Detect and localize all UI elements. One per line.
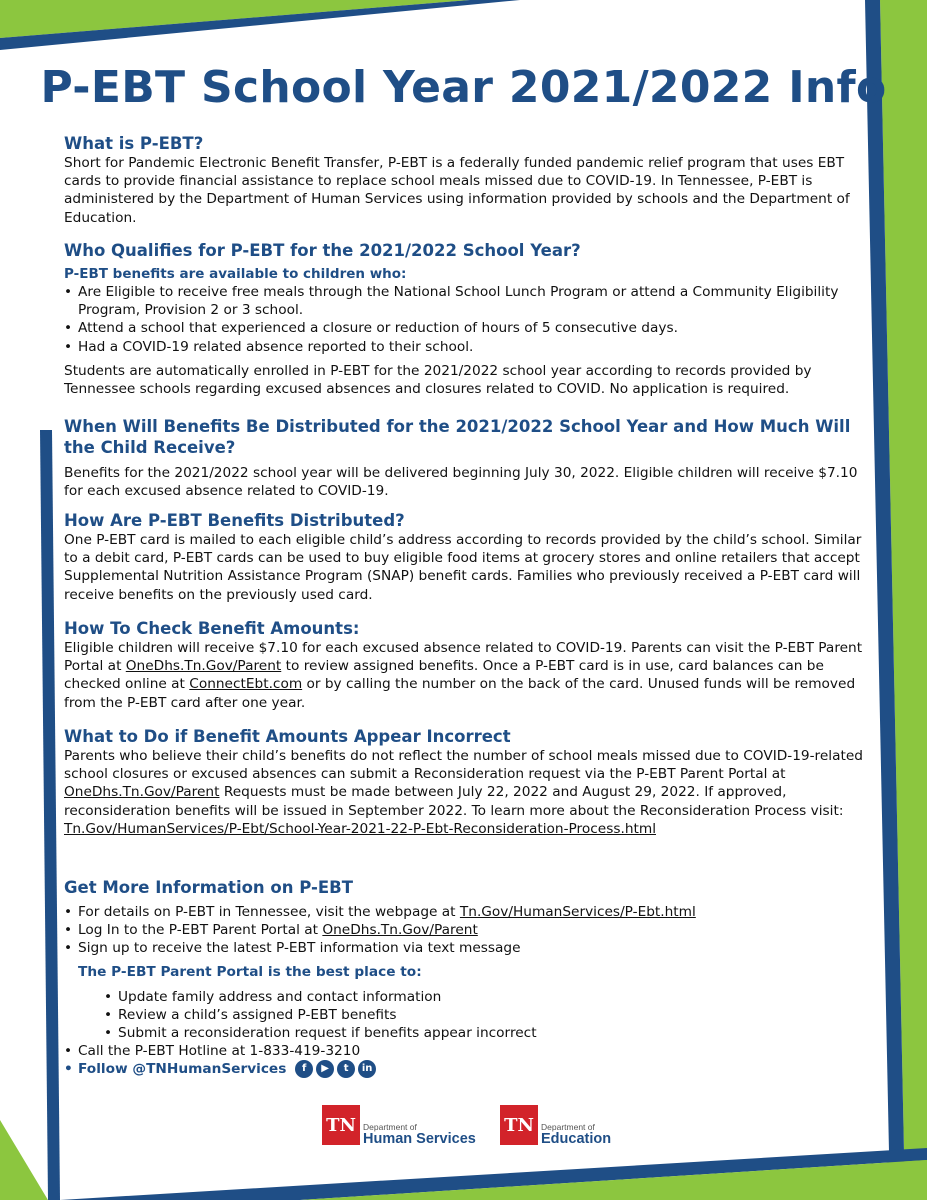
portal-list (104, 988, 864, 1043)
portal-subheading: The P-EBT Parent Portal is the best place to: (78, 963, 422, 980)
list-item: • Submit a reconsideration request if benefits appear incorrect (104, 1024, 864, 1042)
dhs-logo: TN Department of Human Services (322, 1105, 476, 1145)
section-subheading: P-EBT benefits are available to children who: (64, 266, 407, 282)
section-heading: Get More Information on P-EBT (64, 878, 354, 897)
tn-badge: TN (322, 1105, 360, 1145)
section-heading: What to Do if Benefit Amounts Appear Incorrect (64, 727, 511, 746)
section-when-distributed (64, 416, 864, 500)
connectebt-link[interactable]: ConnectEbt.com (189, 676, 303, 693)
section-body: Benefits for the 2021/2022 school year will be delivered beginning July 30, 2022. Eligible children will receive $7.10 for each excused absence related to COVID-19. (64, 465, 858, 500)
more-info-list (64, 903, 864, 958)
section-body: One P-EBT card is mailed to each eligible child’s address according to records provided by the child’s school. Similar to a debit card, P-EBT cards can be used to buy eligible food items at grocery stores and online retailers that accept Supplemental Nutrition Assistance Program (SNAP) benefit cards. Families who previously received a P-EBT card will receive benefits on the previously used card. (64, 532, 862, 603)
list-item: • For details on P-EBT in Tennessee, visit the webpage at Tn.Gov/HumanServices/P-Ebt.html (64, 903, 864, 921)
list-item: • Are Eligible to receive free meals through the National School Lunch Program or attend a Community Eligibility Program, Provision 2 or 3 school. (64, 283, 864, 319)
section-what-is-pebt (64, 133, 864, 227)
section-body: Students are automatically enrolled in P-EBT for the 2021/2022 school year according to records provided by Tennessee schools regarding excused absences and closures related to COVID. No application is required. (64, 362, 812, 398)
section-body: Short for Pandemic Electronic Benefit Transfer, P-EBT is a federally funded pandemic relief program that uses EBT cards to provide financial assistance to replace school meals missed due to COVID-19. In Tennessee, P-EBT is administered by the Department of Human Services using information provided by schools and the Department of Education. (64, 155, 850, 226)
list-item: • Log In to the P-EBT Parent Portal at OneDhs.Tn.Gov/Parent (64, 921, 864, 939)
section-heading: How Are P-EBT Benefits Distributed? (64, 511, 405, 530)
section-body: Eligible children will receive $7.10 for each excused absence related to COVID-19. Parents can visit the P-EBT Parent Portal at OneDhs.Tn.Gov/Parent to review assigned benefits. Once a P-EBT card is in use, card balances can be checked online at ConnectEbt.com or by calling the number on the back of the card. Unused funds will be removed from the P-EBT card after one year. (64, 640, 863, 711)
page-title: P-EBT School Year 2021/2022 Info (40, 62, 887, 113)
pebt-webpage-link[interactable]: Tn.Gov/HumanServices/P-Ebt.html (459, 904, 696, 920)
list-item: • Attend a school that experienced a closure or reduction of hours of 5 consecutive days. (64, 319, 864, 337)
doe-logo: TN Department of Education (500, 1105, 611, 1145)
section-more-info (64, 877, 864, 1079)
parent-portal-link[interactable]: OneDhs.Tn.Gov/Parent (64, 784, 220, 801)
youtube-icon[interactable]: ▶ (316, 1060, 334, 1078)
list-item: • Had a COVID-19 related absence reported to their school. (64, 338, 864, 356)
section-heading: What is P-EBT? (64, 134, 204, 153)
list-item: • Review a child’s assigned P-EBT benefits (104, 1006, 864, 1024)
qualify-list (64, 283, 864, 356)
section-heading: How To Check Benefit Amounts: (64, 619, 360, 638)
linkedin-icon[interactable]: in (358, 1060, 376, 1078)
section-heading: When Will Benefits Be Distributed for the 2021/2022 School Year and How Much Will the Child Receive? (64, 417, 851, 457)
section-body: Parents who believe their child’s benefits do not reflect the number of school meals missed due to COVID-19-related school closures or excused absences can submit a Reconsideration request via the P-EBT Parent Portal at OneDhs.Tn.Gov/Parent Requests must be made between July 22, 2022 and August 29, 2022. If approved, reconsideration benefits will be issued in September 2022. To learn more about the Reconsideration Process visit: Tn.Gov/HumanServices/P-Ebt/School-Year-2021-22-P-Ebt-Reconsideration-Process.html (64, 748, 863, 837)
tn-badge: TN (500, 1105, 538, 1145)
section-how-distributed (64, 510, 864, 604)
follow-text: Follow @TNHumanServices (78, 1061, 287, 1078)
list-item: • Call the P-EBT Hotline at 1-833-419-3210 (64, 1042, 864, 1060)
list-item: • Update family address and contact information (104, 988, 864, 1006)
reconsideration-link[interactable]: Tn.Gov/HumanServices/P-Ebt/School-Year-2021-22-P-Ebt-Reconsideration-Process.html (64, 820, 656, 837)
section-incorrect-amounts (64, 726, 864, 838)
section-check-amounts (64, 618, 864, 712)
facebook-icon[interactable]: f (295, 1060, 313, 1078)
section-heading: Who Qualifies for P-EBT for the 2021/2022 School Year? (64, 241, 581, 260)
list-item (64, 1060, 864, 1078)
list-item: • Sign up to receive the latest P-EBT information via text message (64, 939, 864, 957)
social-icons (295, 1060, 376, 1078)
parent-portal-link[interactable]: OneDhs.Tn.Gov/Parent (322, 922, 478, 939)
section-who-qualifies (64, 240, 864, 398)
twitter-icon[interactable]: t (337, 1060, 355, 1078)
parent-portal-link[interactable]: OneDhs.Tn.Gov/Parent (125, 658, 282, 675)
contact-list (64, 1042, 864, 1078)
